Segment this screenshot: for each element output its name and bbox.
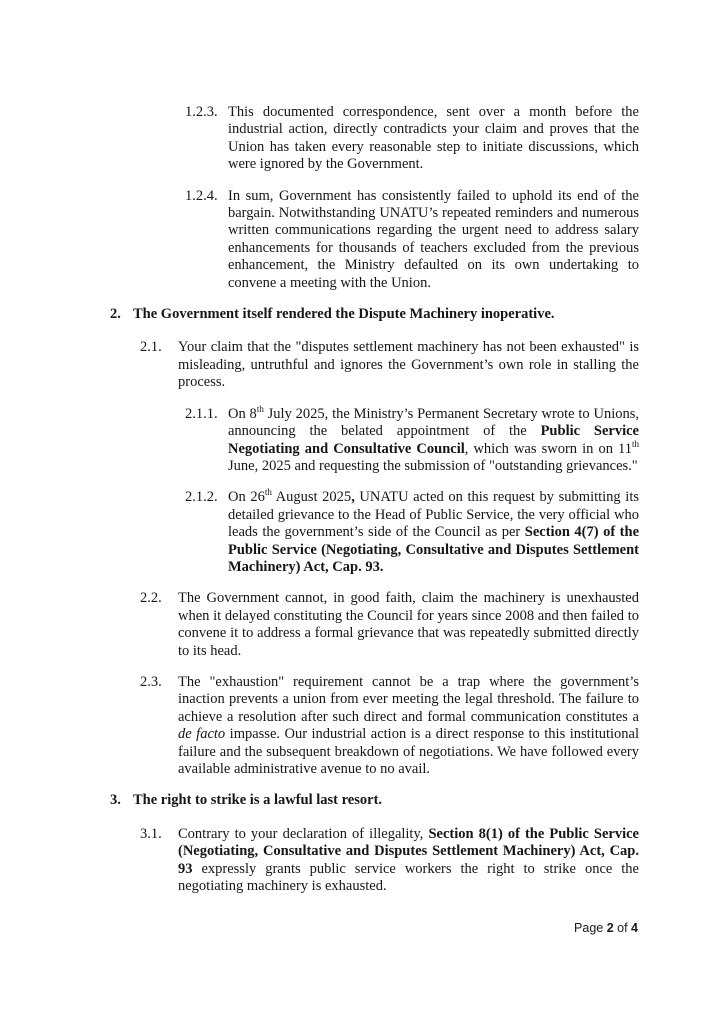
text-run: UNATU acted on this request by submitting its detailed grievance to the Head of Public Service, the very official who leads the government’s side of the Council as per (228, 489, 640, 541)
clause-paragraph (0, 104, 724, 174)
clause-text (228, 104, 639, 174)
text-run: Page (574, 921, 607, 935)
text-run: This documented correspondence, sent over a month before the industrial action, directly contradicts your claim and proves that the Union has taken every reasonable step to initiate discussions, which were ignored by the Government. (228, 104, 639, 173)
text-run: The "exhaustion" requirement cannot be a trap where the government’s inaction prevents a union from ever meeting the legal threshold. The failure to achieve a resolution after such direct and formal communication constitutes a (178, 673, 639, 725)
clause-paragraph (0, 590, 724, 660)
clause-text (228, 403, 639, 476)
clause-number: 2.3. (140, 673, 162, 690)
text-run: The Government cannot, in good faith, claim the machinery is unexhausted when it delayed constituting the Council for years since 2008 and then failed to convene it to address a formal grievance that was repeatedly submitted directly to its head. (178, 590, 639, 659)
clause-text (133, 306, 639, 323)
clause-number: 3. (110, 792, 121, 809)
text-run: July 2025, the Ministry’s Permanent Secretary wrote to Unions, announcing the belated appointment of the (228, 405, 639, 440)
section-heading (0, 306, 724, 323)
text-run: In sum, Government has consistently failed to uphold its end of the bargain. Notwithstanding UNATU’s repeated reminders and numerous written communications regarding the urgent need to address salary enhancements for thousands of teachers excluded from the previous enhancement, the Ministry defaulted on its own undertaking to convene a meeting with the Union. (228, 187, 639, 291)
clause-text (228, 489, 639, 576)
page-number (574, 921, 638, 935)
clause-text (228, 188, 639, 292)
clause-text (133, 792, 639, 809)
clause-paragraph (0, 188, 724, 292)
document-body (0, 104, 724, 909)
section-heading (0, 792, 724, 809)
text-run: Section 4(7) of the Public Service (Negotiating, Consultative and Disputes Settlement Machinery) Act, Cap. 93. (228, 524, 640, 575)
text-run: The right to strike is a lawful last resort. (133, 792, 383, 809)
text-run: On 26 (228, 489, 265, 506)
text-run: The Government itself rendered the Dispute Machinery inoperative. (133, 306, 555, 323)
text-run: Your claim that the "disputes settlement machinery has not been exhausted" is misleading, untruthful and ignores the Government’s own role in stalling the process. (178, 339, 639, 391)
text-run: On 8 (228, 405, 257, 422)
page-footer (574, 921, 638, 935)
text-run: th (264, 487, 272, 498)
text-run: , which was sworn in on 11 (464, 440, 632, 457)
clause-number: 1.2.4. (185, 187, 218, 204)
clause-number: 2.2. (140, 590, 162, 607)
clause-paragraph (0, 403, 724, 476)
clause-paragraph (0, 674, 724, 778)
clause-paragraph (0, 489, 724, 576)
text-run: Section 8(1) of the Public Service (Negotiating, Consultative and Disputes Settlement Machinery) Act, Cap. 93 (178, 825, 639, 877)
text-run: th (256, 403, 264, 414)
text-run: 2 (606, 921, 614, 935)
clause-number: 3.1. (140, 825, 162, 842)
text-run: August 2025 (271, 489, 352, 506)
clause-text (178, 826, 639, 896)
text-run: de facto (178, 726, 226, 743)
text-run: th (631, 438, 639, 449)
clause-number: 2. (110, 306, 121, 323)
text-run: impasse. Our industrial action is a direct response to this institutional failure and the subsequent breakdown of negotiations. We have followed every available administrative avenue to no avail. (178, 726, 639, 777)
clause-text (178, 590, 639, 660)
text-run: 4 (631, 921, 638, 935)
clause-number: 2.1.2. (185, 489, 218, 506)
text-run: of (613, 921, 632, 935)
clause-text (178, 674, 639, 778)
clause-paragraph (0, 339, 724, 391)
text-run: expressly grants public service workers the right to strike once the negotiating machinery is exhausted. (178, 860, 639, 895)
clause-text (178, 339, 639, 391)
text-run: Contrary to your declaration of illegality, (178, 825, 429, 842)
text-run: Public Service Negotiating and Consultative Council (228, 423, 639, 457)
text-run: June, 2025 and requesting the submission of "outstanding grievances." (228, 457, 638, 474)
clause-number: 2.1.1. (185, 405, 218, 422)
text-run: , (351, 489, 355, 506)
clause-number: 1.2.3. (185, 104, 218, 120)
clause-paragraph (0, 826, 724, 896)
clause-number: 2.1. (140, 339, 162, 356)
